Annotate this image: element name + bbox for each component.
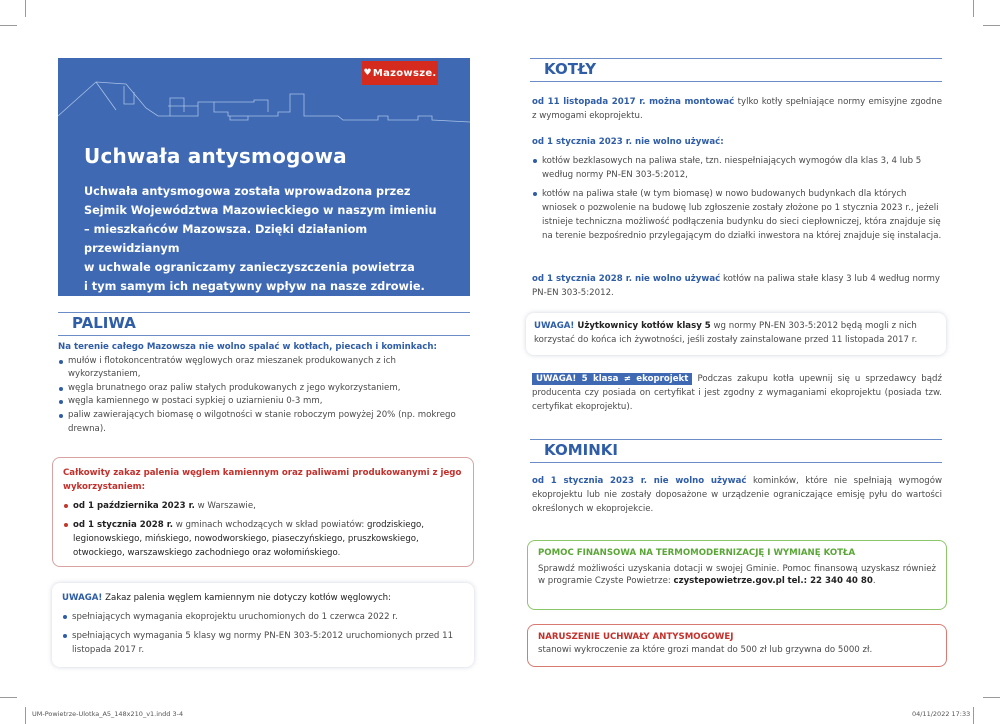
list-item: węgla kamiennego w postaci sypkiej o uziarnieniu 0-3 mm,: [58, 395, 470, 409]
exception-note-title: UWAGA! Zakaz palenia węglem kamiennym nie dotyczy kotłów węglowych:: [62, 593, 392, 603]
coal-ban-title: Całkowity zakaz palenia węglem kamiennym oraz paliwami produkowanymi z jego wykorzystaniem:: [63, 468, 462, 492]
exception-list: [62, 610, 464, 657]
ecodesign-tag: UWAGA! 5 klasa ≠ ekoprojekt: [532, 373, 692, 385]
exception-note-box: [52, 583, 474, 667]
paliwa-lead: Na terenie całego Mazowsza nie wolno spalać w kotłach, piecach i kominkach:: [58, 342, 437, 352]
list-item: od 1 stycznia 2028 r. w gminach wchodzących w skład powiatów: grodziskiego, legionowskiego, mińskiego, nowodworskiego, piaseczyńskiego, pruszkowskiego, otwockiego, warszawskiego zachodniego oraz wołomińskiego.: [63, 518, 463, 560]
crop-mark: [973, 0, 974, 17]
hero-banner: [58, 58, 470, 296]
crop-mark: [0, 697, 17, 698]
paliwa-list: [58, 355, 470, 437]
list-item: węgla brunatnego oraz paliw stałych produkowanych z jego wykorzystaniem,: [58, 382, 470, 396]
kotly-ban-2023: od 1 stycznia 2023 r. nie wolno używać: kotłów bezklasowych na paliwa stałe, tzn. niespełniających wymogów dla klas 3, 4 lub 5 według normy PN-EN 303-5:2012, kotłów na paliwa stałe (w tym biomasę) w nowo budowanych budynkach dla których wniosek o pozwolenie na budowę lub zgłoszenie zostały złożone po 1 stycznia 2023 r., jeżeli istnieje techniczna możliwość podłączenia budynku do sieci ciepłowniczej, która znajduje się na terenie bezpośrednio przylegającym do działki inwestora na której znajduje się instalacja.: [532, 137, 942, 241]
list-item: paliw zawierających biomasę o wilgotności w stanie roboczym powyżej 20% (np. mokrego drewna).: [58, 409, 470, 436]
funding-box: [527, 540, 947, 610]
coal-ban-list: [63, 499, 463, 560]
kotly-ban-2028: od 1 stycznia 2028 r. nie wolno używać kotłów na paliwa stałe klasy 3 lub 4 według normy PN-EN 303-5:2012.: [532, 274, 940, 298]
list-item: mułów i flotokoncentratów węglowych oraz mieszanek produkowanych z ich wykorzystaniem,: [58, 355, 470, 382]
crop-mark: [973, 707, 974, 724]
print-file-name: UM-Powietrze-Ulotka_A5_148x210_v1.indd 3-4: [32, 710, 184, 718]
list-item: spełniających wymagania ekoprojektu uruchomionych do 1 czerwca 2022 r.: [62, 610, 464, 624]
section-heading-kominki: KOMINKI: [530, 439, 942, 463]
page-title: Uchwała antysmogowa: [84, 144, 347, 168]
hero-intro: Uchwała antysmogowa została wprowadzona przez Sejmik Województwa Mazowieckiego w naszym imieniu – mieszkańców Mazowsza. Dzięki działaniom przewidzianym w uchwale ograniczamy zanieczyszczenia powietrza i tym samym ich negatywny wpływ na nasze zdrowie.: [84, 185, 437, 293]
violation-box: [527, 624, 947, 667]
funding-text: Sprawdź możliwości uzyskania dotacji w swojej Gminie. Pomoc finansową uzyskasz również w programie Czyste Powietrze: czystepowietrze.gov.pl tel.: 22 340 40 80.: [538, 563, 936, 586]
class5-note-box: UWAGA! Użytkownicy kotłów klasy 5 wg normy PN-EN 303-5:2012 będą mogli z nich korzystać do końca ich żywotności, jeśli zostały zainstalowane przed 11 listopada 2017 r.: [526, 313, 946, 355]
violation-text: stanowi wykroczenie za które grozi mandat do 500 zł lub grzywna do 5000 zł.: [538, 645, 873, 655]
coal-ban-box: [52, 457, 474, 567]
list-item: kotłów na paliwa stałe (w tym biomasę) w nowo budowanych budynkach dla których wniosek o pozwolenie na budowę lub zgłoszenie zostały złożone po 1 stycznia 2023 r., jeżeli istnieje techniczna możliwość podłączenia budynku do sieci ciepłowniczej, która znajduje się na terenie bezpośrednio przylegającym do działki inwestora na której znajduje się instalacja.: [532, 187, 942, 243]
violation-title: NARUSZENIE UCHWAŁY ANTYSMOGOWEJ: [538, 632, 734, 642]
crop-mark: [25, 707, 26, 724]
kotly-ban-list: [532, 154, 942, 243]
list-item: kotłów bezklasowych na paliwa stałe, tzn. niespełniających wymogów dla klas 3, 4 lub 5 według normy PN-EN 303-5:2012,: [532, 154, 942, 182]
heart-icon: ♥: [363, 68, 372, 78]
mazowsze-logo: ♥ Mazowsze.: [362, 61, 438, 85]
section-heading-paliwa: PALIWA: [58, 312, 470, 336]
crop-mark: [25, 0, 26, 17]
crop-mark: [983, 25, 1000, 26]
paliwa-content: [58, 341, 470, 436]
crop-mark: [0, 25, 17, 26]
kominki-content: od 1 stycznia 2023 r. nie wolno używać kominków, które nie spełniają wymogów ekoprojektu lub nie zostały doposażone w urządzenie ograniczające emisję pyłu do wartości określonych w ekoprojekcie.: [532, 476, 942, 514]
list-item: od 1 października 2023 r. w Warszawie,: [63, 499, 463, 513]
crop-mark: [983, 697, 1000, 698]
list-item: spełniających wymagania 5 klasy wg normy PN-EN 303-5:2012 uruchomionych przed 11 listopada 2017 r.: [62, 629, 464, 657]
print-date: 04/11/2022 17:33: [912, 710, 971, 718]
funding-title: POMOC FINANSOWA NA TERMOMODERNIZACJĘ I WYMIANĘ KOTŁA: [538, 548, 856, 558]
skyline-illustration: [58, 76, 470, 136]
ecodesign-note: UWAGA! 5 klasa ≠ ekoprojekt Podczas zakupu kotła upewnij się u sprzedawcy bądź producenta czy posiada on certyfikat i jest zgodny z wymaganiami ekoprojektu (posiada tzw. certyfikat ekoprojektu).: [532, 374, 942, 412]
funding-link[interactable]: czystepowietrze.gov.pl: [673, 576, 785, 586]
funding-phone: tel.: 22 340 40 80: [787, 576, 873, 586]
section-heading-kotly: KOTŁY: [530, 58, 942, 82]
kotly-intro: od 11 listopada 2017 r. można montować tylko kotły spełniające normy emisyjne zgodne z wymogami ekoprojektu.: [532, 97, 942, 121]
